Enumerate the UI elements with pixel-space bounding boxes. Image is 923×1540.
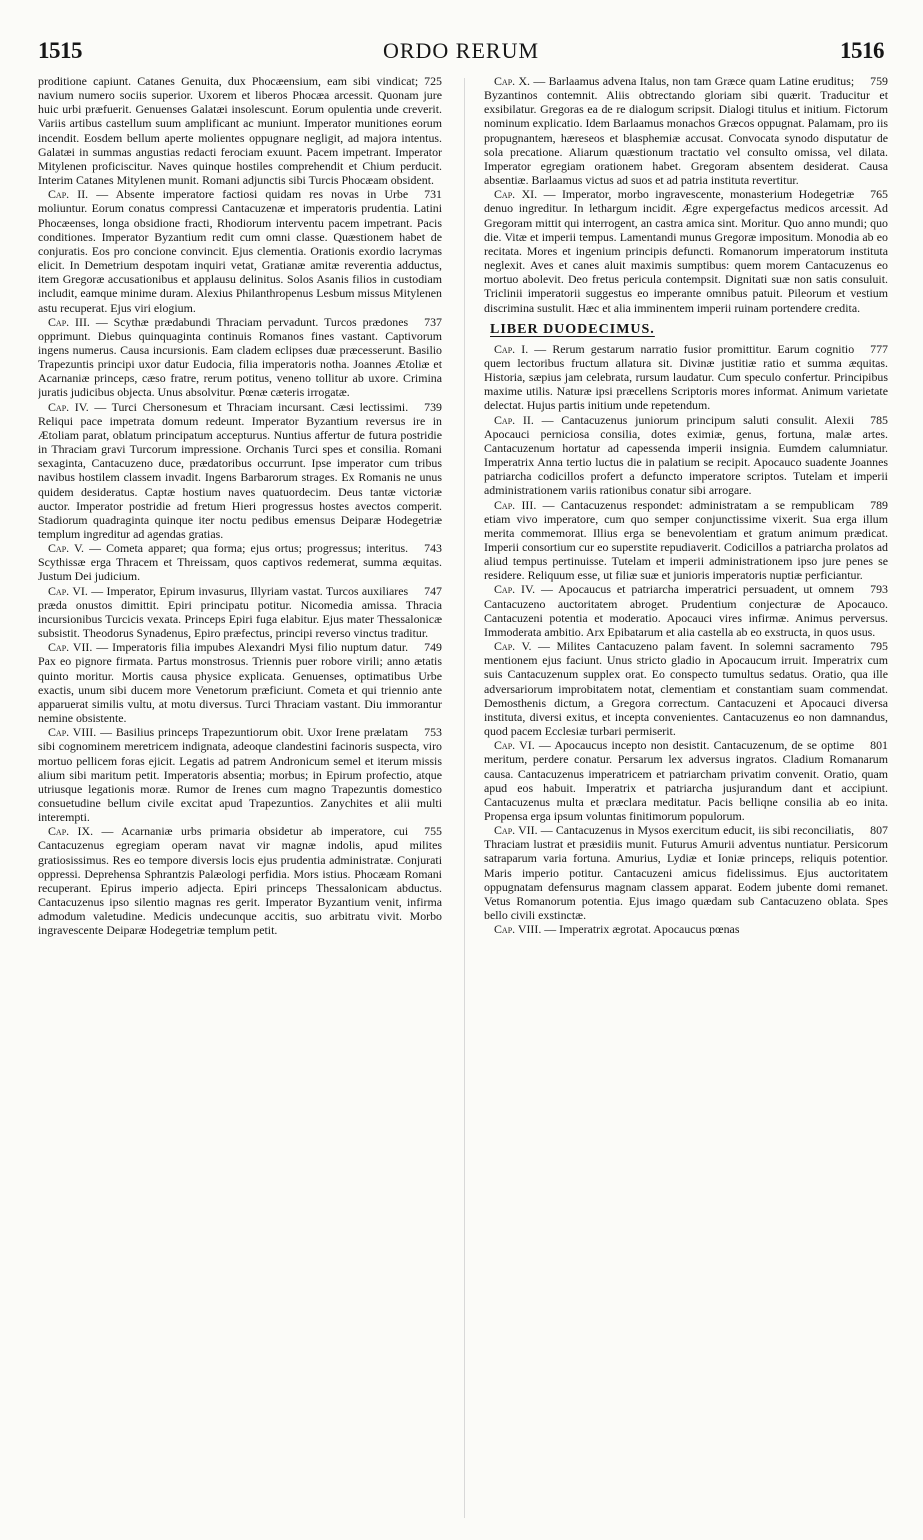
chapter-label: Cap. IV. [494,582,536,597]
chapter-label: Cap. I. [494,341,529,356]
chapter-dash: — [87,583,107,598]
chapter-text: Milites Cantacuzeno palam favent. In solemni sacramento mentionem ejus faciunt. Unus stricto gladio in Apocaucum irruit. Imperatrix cum suis Cantacuzenum supplex orat. Eo conspecto tumultus sedatus. Oratio, qua ille adversariorum improbitatem notat, clementiam et constantiam suam commendat. Demosthenis dictum, a Gregora correctum. Cantacuzeni et Apocauci diversa instituta, diversi exitus, et incepta convenientes. Cantacuzenus eo non damnandus, quod pacem Ecclesiæ turbari permiserit. [484,639,888,739]
chapter-summary [38,74,442,187]
column-reference: 785 [870,412,888,427]
column-reference: 793 [870,582,888,597]
column-reference: 807 [870,823,888,838]
chapter-text: Imperator, morbo ingravescente, monasterium Hodegetriæ denuo ingreditur. In lethargum incidit. Ægre expergefactus medicos arcessit. Ad Gregoram mittit qui interrogent, an castra amica sint. Moritur. Quo anno mundi; quo die. Vitæ et imperii tempus. Lamentandi munus Gregoræ impositum. Monodia ab eo recitata. Mores et ingenium principis defuncti. Romanorum imperatorum instituta neglexit. Aves et canes aluit maximis sumptibus: quem morem Cantacuzenus eo mortuo abolevit. Deo fretus pericula contempsit. Dignitati suæ non satis consuluit. Triclinii imperatorii suggestus eo imperante omnibus patuit. Pileorum et vestium discrimina sustulit. Hæc et alia imminentem imperii ruinam portendere credita. [484,187,888,315]
chapter-dash: — [528,341,553,356]
chapter-dash: — [89,314,114,329]
chapter-dash: — [534,738,555,753]
chapter-label: Cap. VII. [494,823,538,838]
column-reference: 765 [870,187,888,202]
chapter-dash: — [88,399,112,414]
chapter-label: Cap. VI. [48,583,88,598]
column-reference: 737 [424,314,442,329]
chapter-text: Rerum gestarum narratio fusior promittitur. Earum cognitio quem lectoribus fructum allatura sit. Divinæ justitiæ ratio et summa æquitas. Historia, sæpius jam celebrata, rursum laudatur. Cum speculo confertur. Principibus maxime utilis. Naturæ ipsi præcellens Scriptoris mores informat. Animum varietate delectat. Hujus partis initium unde repetendum. [484,341,888,413]
chapter-summary [38,400,442,542]
page-header [38,38,884,68]
chapter-dash: — [537,823,556,838]
chapter-text: Cometa apparet; qua forma; ejus ortus; progressus; interitus. Scythissæ erga Thracem et Threissam, quos captivos redemerat, summa æquitas. Justum Dei judicium. [38,541,442,584]
chapter-summary [484,342,888,413]
chapter-label: Cap. IV. [48,399,89,414]
chapter-label: Cap. VIII. [494,922,542,937]
column-reference: 725 [424,74,442,88]
chapter-summary [484,823,888,922]
column-reference: 739 [424,399,442,414]
chapter-dash: — [537,187,562,202]
chapter-summary [38,640,442,725]
chapter-dash: — [541,922,560,937]
chapter-dash: — [88,187,116,202]
chapter-label: Cap. V. [494,639,532,654]
chapter-text: proditione capiunt. Catanes Genuita, dux Phocæensium, eam sibi vindicat; navium numero sociis superior. Uxorem et liberos Phocæa arcessit. Quonam jure huic urbi præfuerit. Genuenses Galatæi insolescunt. Eorum opulentia unde creverit. Variis artibus castellum suum amplificant ac muniunt. Imperator munitiones eorum incendit. Eosdem bellum aperte molientes oppugnare negligit, ad majora intentus. Galatæi in summas angustias redacti ferociam exuunt. Pacem impetrant. Imperator Mitylenen proficiscitur. Naves quinque hostiles comprehendit et Chium perducit. Interim Catanes Mitylenen munit. Romani adjunctis sibi Turcis Phocæam obsident. [38,74,442,188]
chapter-label: Cap. III. [494,497,537,512]
chapter-summary [484,74,888,187]
chapter-text: Absente imperatore factiosi quidam res novas in Urbe moliuntur. Eorum conatus compressi Cantacuzenæ et imperatoris prudentia. Latini Phocæenses, longa obsidione fracti, Rhodiorum interventu pacem impetrant. Pacis conditiones. Imperator Byzantium redit cum omni classe. Quæstionem habet de conjuratis. Eos pro concione convincit. Ejus clementia. Orationis exordio lacrymas elicit. In Demetrium despotam inquiri vetat, Gratianæ amitæ reverentia adductus, item Gregoræ accusationibus et applausu delinitus. Solos Asanis filios in custodiam includit, eamque minime duram. Alexius Philanthropenus Lesbum missus Mitylenen astu recuperat. Ejus viri elogium. [38,187,442,315]
chapter-dash: — [530,74,549,88]
chapter-dash: — [536,497,561,512]
chapter-label: Cap. VII. [48,640,93,655]
chapter-label: Cap. III. [48,314,90,329]
chapter-label: Cap. XI. [494,187,538,202]
chapter-dash: — [96,725,116,740]
column-reference: 749 [424,640,442,655]
chapter-text: Cantacuzenus in Mysos exercitum educit, iis sibi reconciliatis, Thraciam lustrat et præsidiis munit. Futurus Amurii adventus nuntiatur. Persicorum satraparum varia fortuna. Amurius, Lydiæ et Ioniæ princeps, reliquis potentior. Maris imperio potitur. Cantacuzeni amicus fidelissimus. Ejus auctoritatem oppugnatam defensurus magnam classem apparat. Eodem jubente domi remanet. Vetus Romanorum potentia. Ejus imago quædam sub Cantacuzeno oblata. Spes bello civili exstinctæ. [484,823,888,923]
chapter-summary [38,315,442,400]
column-reference: 777 [870,341,888,356]
chapter-text: Cantacuzenus juniorum principum saluti consulit. Alexii Apocauci perniciosa consilia, dotes eximiæ, genus, fortuna, malæ artes. Cantacuzenum hortatur ad capessenda imperii insignia. Eumdem calumniatur. Imperatrix Anna tertio luctus die in palatium se recipit. Apocauco suadente Joannes patriarcha codicillos profert a defuncto imperatore scriptos. Tutelam et imperii administrationem variis rationibus conatur sibi arrogare. [484,412,888,498]
chapter-text: Scythæ prædabundi Thraciam pervadunt. Turcos prædones opprimunt. Diebus quinquaginta continuis Romanos fines vastant. Captivorum ingens numerus. Causa incursionis. Eam cladem eclipses duæ præcesserunt. Basilio Trapezuntis principi uxor datur Eudocia, filia imperatoris notha. Joannes Ætoliæ et Acarnaniæ princeps, cæso fratre, rerum potitus, veneno tollitur ab uxore. Crimina juratis judicibus objecta. Unus absolvitur. Pœnæ cæteris irrogatæ. [38,314,442,400]
chapter-text: Imperator, Epirum invasurus, Illyriam vastat. Turcos auxiliares præda onustos dimittit. Epiri principatu potitur. Nicomedia amissa. Thracia incursionibus Turcicis vexata. Princeps Epiri fuga elabitur. Ejus mater Thessalonicæ subsistit. Theodorus Synadenus, Epiro præfectus, principi reverso vinctus traditur. [38,583,442,641]
chapter-summary [484,922,888,936]
chapter-summary [484,738,888,823]
chapter-summary [484,187,888,314]
column-divider [464,78,465,1518]
chapter-summary [484,413,888,498]
page-number-right: 1516 [840,38,884,63]
column-reference: 795 [870,639,888,654]
column-reference: 755 [424,824,442,839]
column-reference: 753 [424,725,442,740]
column-reference: 731 [424,187,442,202]
chapter-summary [38,824,442,937]
column-reference: 759 [870,74,888,88]
book-title: LIBER DUODECIMUS. [490,321,655,337]
chapter-summary [38,584,442,641]
chapter-text: Acarnaniæ urbs primaria obsidetur ab imperatore, cui Cantacuzenus egregiam operam navat vir magnæ indolis, apud milites gratiosissimus. Res eo tempore diversis locis ejus prudentia administratæ. Conjurati oppressi. Deprehensa Sphrantzis Palæologi perfidia. Mors istius. Phocæam Romani recuperant. Epirus imperio adjecta. Epiri princeps Thessalonicam abductus. Cantacuzenus ipso silentio magnas res gerit. Imperator Byzantium venit, infirma admodum valetudine. Medicis undecunque accitis, suo arbitratu vivit. Morbo ingravescente Deiparæ Hodegetriæ templum petit. [38,824,442,938]
chapter-text: Basilius princeps Trapezuntiorum obit. Uxor Irene prælatam sibi cognominem meretricem indignata, adeoque clandestini facinoris suspecta, viro mortuo pellicem foras ejicit. Legatis ad patrem Andronicum semel et iterum missis alium sibi maritum petit. Imperatoris absentia; morbus; in Epirum profectio, atque utriusque legationis moræ. Rumor de Irenes cum magno Trapezuntis domestico consuetudine bellum civile excitat apud Trapezuntios. Zanychites et alii multi interempti. [38,725,442,825]
chapter-text: Imperatrix ægrotat. Apocaucus pœnas [559,922,740,937]
chapter-summary [484,639,888,738]
chapter-dash: — [531,639,557,654]
column-reference: 789 [870,497,888,512]
chapter-label: Cap. II. [48,187,89,202]
chapter-text: Imperatoris filia impubes Alexandri Mysi filio nuptum datur. Pax eo pignore firmata. Partus monstrosus. Triennis puer robore virili; anno ætatis quinto moritur. Mortis causa physice explicata. Genuenses, optimatibus Urbe exactis, unum sibi ducem more Venetorum præficiunt. Cometa et qui triennio ante apparuerat similis vultu, at motu diversus. Turci Thraciam vastant. Diu immorantur nemine obsistente. [38,640,442,726]
chapter-label: Cap. II. [494,412,534,427]
chapter-dash: — [84,541,107,556]
chapter-dash: — [533,412,562,427]
chapter-dash: — [93,824,122,839]
running-title: ORDO RERUM [382,38,540,63]
chapter-dash: — [535,582,559,597]
column-reference: 801 [870,738,888,753]
chapter-summary [38,541,442,583]
column-reference: 747 [424,583,442,598]
chapter-text: Apocaucus et patriarcha imperatrici persuadent, ut omnem Cantacuzeno auctoritatem abroget. Prudentium conjecturæ de Apocauco. Cantacuzeni potentia et moderatio. Apocauci vires infirmæ. Animus perversus. Immoderata ambitio. Arx Epibatarum et alia castella ab eo exstructa, in quos usus. [484,582,888,639]
page-number-left: 1515 [38,38,82,63]
left-column [38,74,442,1534]
chapter-text: Cantacuzenus respondet: administratam a se rempublicam etiam vivo imperatore, cum quo semper conjunctissime vixerit. Sua erga illum merita commemorat. Illius erga se benevolentiam et gratum animum prædicat. Imperii consortium cur eo superstite repudiaverit. Codicillos a patriarcha prolatos ad aliud tempus pertinuisse. Tutelam et imperii administrationem ipso jure penes se residere. Reliquum esse, ut filiæ suæ et junioris imperatoris nuptiæ perficiantur. [484,497,888,583]
chapter-label: Cap. V. [48,541,85,556]
chapter-summary [484,582,888,639]
chapter-text: Barlaamus advena Italus, non tam Græce quam Latine eruditus; Byzantinos contemnit. Aliis obtrectando gloriam sibi quærit. Traducitur et exsibilatur. Gregoras ea de re dialogum scripsit. Dialogi titulus et initium. Fictorum nominum explicatio. Idem Barlaamus monachos Græcos oppugnat. Palamam, pro iis propugnantem, hæreseos et blasphemiæ accusat. Convocata synodo disputatur de sola precatione. Aliarum quæstionum tractatio vel consulto omissa, vel dilata. Imperator egregiam orationem habet. Gregoram absentem desiderat. Causa absentiæ. Barlaamus victus ad suos et ad patria instituta revertitur. [484,74,888,188]
chapter-text: Apocaucus incepto non desistit. Cantacuzenum, de se optime meritum, perdere conatur. Persarum lex adversus ingratos. Cladium Romanarum causa. Cantacuzenus imperatricem et patriarcham privatim convenit. Oratio, quam apud eos habuit. Imperatrix et patriarcha jusjurandum dant et accipiunt. Cantacuzenus multa et præclara meditatur. Pacis belliqne consilia ab eo inita. Propensa erga ipsum voluntas finitimorum populorum. [484,738,888,823]
chapter-summary [484,498,888,583]
chapter-dash: — [92,640,113,655]
chapter-label: Cap. VIII. [48,725,97,740]
right-column [484,74,888,1534]
chapter-label: Cap. VI. [494,738,535,753]
chapter-summary [38,725,442,824]
chapter-label: Cap. IX. [48,824,94,839]
chapter-text: Turci Chersonesum et Thraciam incursant. Cæsi lectissimi. Reliqui pace impetrata domum redeunt. Imperator Byzantium reversus ire in Ætoliam parat, oblatum principatum accepturus. Nuntius affertur de futura postridie in Thraciam gravi Turcorum impressione. Orchanis Turci spes et consilia. Romani sexaginta, Cantacuzeno duce, prædatoribus occurrunt. Ipse imperator cum tribus navibus hostilem classem invadit. Ingens Barbarorum strages. Ex Romanis ne unus quidem desideratus. Captæ hostium naves quatuordecim. Deus tantæ victoriæ auctor. Imperator postridie ad fretum Hieri progressus hostes avectos comperit. Stadiorum quadraginta quinque iter noctu pedibus emensus Deiparæ Hodegetriæ templum ingreditur ad agendas gratias. [38,399,442,541]
chapter-label: Cap. X. [494,74,531,88]
chapter-summary [38,187,442,314]
column-reference: 743 [424,541,442,556]
